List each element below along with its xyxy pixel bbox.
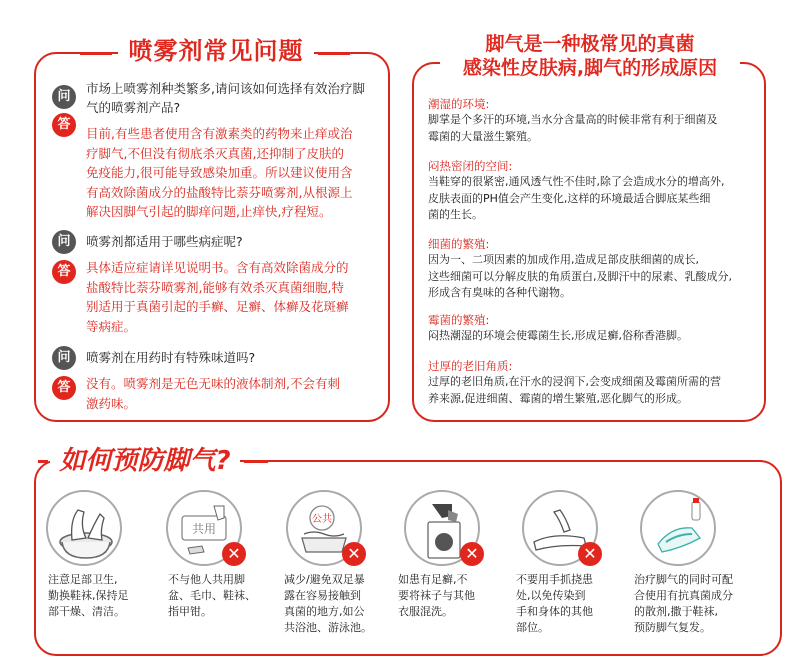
prevention-text-line: 真菌的地方,如公 [284, 605, 365, 618]
answer-3-line: 没有。喷雾剂是无色无味的液体制剂,不会有刺 [86, 376, 340, 391]
question-badge-2: 问 [52, 230, 76, 254]
prevention-title-dash-right [244, 460, 268, 463]
spray-treatment-icon [640, 490, 716, 566]
answer-1 [86, 124, 352, 222]
cause-body-line: 脚掌是个多汗的环境,当水分含量高的时候非常有利于细菌及 [428, 113, 718, 126]
answer-badge-3: 答 [52, 376, 76, 400]
cause-body-line: 这些细菌可以分解皮肤的角质蛋白,及脚汗中的尿素、乳酸成分, [428, 269, 732, 283]
cause-title-5: 过厚的老旧角质: [428, 359, 513, 373]
prevention-text-line: 的散剂,撒于鞋袜, [634, 605, 718, 618]
prevention-text-line: 衣服混洗。 [398, 605, 453, 618]
answer-2-line: 盐酸特比萘芬喷雾剂,能够有效杀灭真菌细胞,特 [86, 279, 344, 295]
prevention-text-line: 注意足部卫生, [48, 573, 118, 586]
prohibited-icon: ✕ [578, 542, 602, 566]
cause-title-2: 闷热密闭的空间: [428, 159, 513, 173]
prevention-text-line: 指甲钳。 [168, 605, 212, 618]
answer-2-line: 等病症。 [86, 318, 137, 334]
cause-body-line: 因为一、二项因素的加成作用,造成足部皮肤细菌的成长, [428, 253, 699, 266]
answer-1-line: 有高效除菌成分的盐酸特比萘芬喷雾剂,从根源上 [86, 184, 353, 200]
prevention-text-line: 预防脚气复发。 [634, 621, 711, 634]
prevention-title-dash-left [38, 460, 48, 463]
cause-title-1: 潮湿的环境: [428, 97, 490, 111]
prevention-text-line: 合使用有抗真菌成分 [634, 589, 733, 602]
answer-1-line: 目前,有些患者使用含有激素类的药物来止痒或治 [86, 126, 353, 141]
cause-body-line: 形成含有臭味的各种代谢物。 [428, 286, 571, 299]
answer-1-line: 免疫能力,很可能导致感染加重。所以建议使用含 [86, 165, 353, 180]
question-3-line: 喷雾剂在用药时有特殊味道吗? [86, 350, 256, 365]
cause-body-line: 霉菌的大量滋生繁殖。 [428, 129, 538, 143]
prevention-text-1 [48, 572, 156, 620]
faq-title-dash-right [318, 52, 350, 55]
cause-title-3: 细菌的繁殖: [428, 237, 490, 251]
prevention-text-line: 治疗脚气的同时可配 [634, 573, 733, 586]
prevention-text-line: 露在容易接触到 [284, 589, 361, 602]
prevention-text-line: 部干燥、清洁。 [48, 605, 125, 618]
answer-2-line: 别适用于真菌引起的手癣、足癣、体癣及花斑癣 [86, 299, 349, 314]
prevention-text-line: 减少/避免双足暴 [284, 573, 365, 586]
answer-badge-1: 答 [52, 113, 76, 137]
prevention-text-line: 共浴池、游泳池。 [284, 621, 372, 634]
cause-body-line: 菌的生长。 [428, 208, 483, 221]
prevention-text-line: 处,以免传染到 [516, 589, 586, 602]
cause-body-line: 过厚的老旧角质,在汗水的浸润下,会变成细菌及霉菌所需的营 [428, 375, 721, 388]
cause-body-1 [428, 112, 758, 145]
question-badge-1: 问 [52, 85, 76, 109]
cause-body-line: 养来源,促进细菌、霉菌的增生繁殖,恶化脚气的形成。 [428, 391, 688, 405]
answer-badge-2: 答 [52, 260, 76, 284]
answer-3 [86, 374, 340, 413]
cause-body-2 [428, 174, 758, 224]
prevention-text-2 [168, 572, 276, 620]
answer-1-line: 疗脚气,不但没有彻底杀灭真菌,还抑制了皮肤的 [86, 145, 344, 161]
prevention-text-line: 如患有足癣,不 [398, 573, 468, 586]
prevention-title: 如何预防脚气? [50, 444, 240, 478]
question-2-line: 喷雾剂都适用于哪些病症呢? [86, 234, 243, 249]
cause-body-3 [428, 252, 758, 302]
question-1-line: 市场上喷雾剂种类繁多,请问该如何选择有效治疗脚 [86, 81, 365, 96]
question-2 [86, 232, 243, 251]
prevention-text-4 [398, 572, 506, 620]
prevention-text-line: 不要用手抓挠患 [516, 573, 593, 586]
prevention-text-line: 部位。 [516, 621, 549, 634]
svg-text:共用: 共用 [191, 522, 217, 536]
prevention-text-line: 要将袜子与其他 [398, 589, 475, 602]
cause-body-4 [428, 328, 758, 345]
cause-body-line: 皮肤表面的PH值会产生变化,这样的环境最适合脚底某些细 [428, 191, 711, 205]
faq-title: 喷雾剂常见问题 [118, 36, 314, 66]
answer-2-line: 具体适应症请详见说明书。含有高效除菌成分的 [86, 260, 349, 275]
answer-2 [86, 258, 349, 336]
question-badge-3: 问 [52, 346, 76, 370]
prohibited-icon: ✕ [222, 542, 246, 566]
causes-title-line-2: 感染性皮肤病,脚气的形成原因 [462, 57, 718, 79]
prevention-text-6 [634, 572, 754, 636]
causes-title [440, 32, 740, 80]
answer-3-line: 激药味。 [86, 395, 137, 411]
prevention-text-line: 盆、毛巾、鞋袜、 [168, 589, 256, 602]
cause-body-5 [428, 374, 758, 407]
prevention-text-line: 手和身体的其他 [516, 605, 593, 618]
cause-title-4: 霉菌的繁殖: [428, 313, 490, 327]
foot-washing-icon [46, 490, 122, 566]
cause-body-line: 当鞋穿的很紧密,通风透气性不佳时,除了会造成水分的增高外, [428, 175, 725, 188]
prevention-text-line: 勤换鞋袜,保持足 [48, 589, 129, 602]
prevention-text-line: 不与他人共用脚 [168, 573, 245, 586]
prohibited-icon: ✕ [342, 542, 366, 566]
prohibited-icon: ✕ [460, 542, 484, 566]
faq-title-dash-left [80, 52, 112, 55]
prevention-text-3 [284, 572, 392, 636]
question-3 [86, 348, 255, 367]
causes-title-line-1: 脚气是一种极常见的真菌 [485, 33, 695, 55]
answer-1-line: 解决因脚气引起的脚痒问题,止痒快,疗程短。 [86, 204, 332, 219]
prevention-text-5 [516, 572, 624, 636]
svg-text:公共: 公共 [312, 514, 332, 525]
question-1-line: 气的喷雾剂产品? [86, 100, 181, 115]
cause-body-line: 闷热潮湿的环境会使霉菌生长,形成足癣,俗称香港脚。 [428, 329, 688, 342]
question-1 [86, 79, 365, 117]
